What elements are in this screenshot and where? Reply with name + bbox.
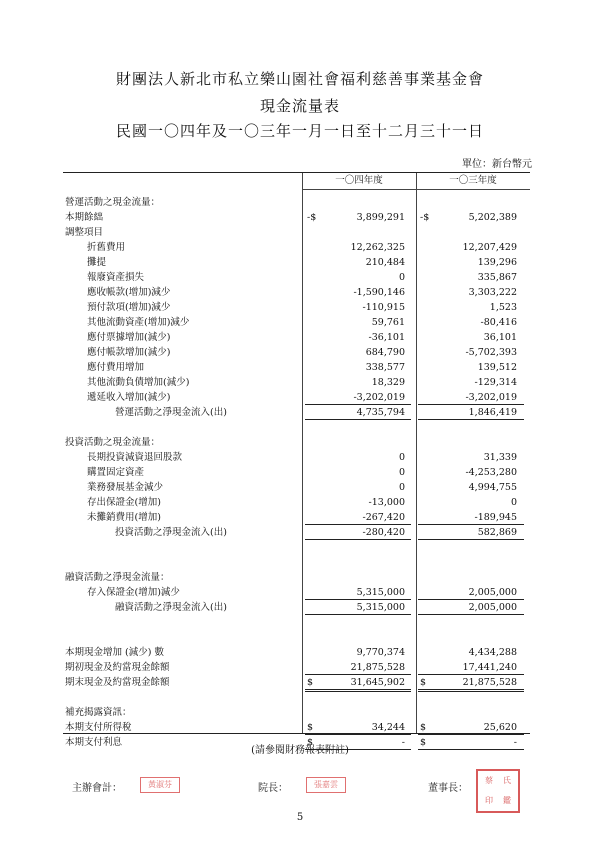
cash-flow-table <box>63 172 530 748</box>
row-label: 應收帳款(增加)減少 <box>87 287 171 298</box>
row-label: 期初現金及約當現金餘額 <box>65 662 170 673</box>
row-label: 本期現金增加 (減少) 數 <box>65 647 164 658</box>
amount-cell: 1,523 <box>489 302 517 313</box>
row-label: 營運活動之現金流量： <box>65 197 161 208</box>
underline <box>418 600 524 615</box>
currency-sign: $ <box>307 722 314 733</box>
table-row <box>63 480 530 495</box>
table-row <box>63 585 530 600</box>
accountant-stamp: 黃淑芬 <box>140 777 180 793</box>
table-row <box>63 285 530 300</box>
organization-title: 財團法人新北市私立樂山園社會福利慈善事業基金會 <box>115 70 484 88</box>
amount-cell: 338,577 <box>365 362 405 373</box>
table-row <box>63 495 530 510</box>
table-row <box>63 660 530 675</box>
table-row <box>63 240 530 255</box>
table-row <box>63 705 530 720</box>
table-row <box>63 600 530 615</box>
row-label: 本期支付所得稅 <box>65 722 132 733</box>
row-label: 其他流動資產(增加)減少 <box>87 317 190 328</box>
table-row <box>63 195 530 210</box>
row-label: 應付費用增加 <box>87 362 145 373</box>
director-stamp: 張嘉雲 <box>306 777 346 793</box>
chairman-label: 董事長： <box>428 783 468 794</box>
underline <box>418 390 524 405</box>
row-label: 期末現金及約當現金餘額 <box>65 677 170 688</box>
table-row <box>63 525 530 540</box>
row-label: 投資活動之淨現金流入(出) <box>115 527 227 538</box>
amount-cell: -189,945 <box>474 512 517 523</box>
amount-cell: 0 <box>398 272 405 283</box>
currency-sign: -$ <box>307 212 317 223</box>
amount-cell: 0 <box>398 482 405 493</box>
underline <box>305 390 411 405</box>
amount-cell: 5,315,000 <box>356 587 405 598</box>
table-row <box>63 645 530 660</box>
table-row <box>63 465 530 480</box>
underline <box>305 510 411 525</box>
amount-cell: 139,296 <box>477 257 517 268</box>
table-row <box>63 210 530 225</box>
row-label: 營運活動之淨現金流入(出) <box>115 407 227 418</box>
row-label: 遞延收入增加(減少) <box>87 392 171 403</box>
table-row <box>63 405 530 420</box>
amount-cell: 5,202,389 <box>468 212 517 223</box>
row-label: 本期支付利息 <box>65 737 123 748</box>
underline <box>418 405 524 420</box>
seal-char: 印 <box>485 796 493 805</box>
amount-cell: -80,416 <box>480 317 517 328</box>
amount-cell: 12,262,325 <box>350 242 405 253</box>
amount-cell: 4,994,755 <box>468 482 517 493</box>
amount-cell: 25,620 <box>483 722 517 733</box>
row-label: 購置固定資產 <box>87 467 145 478</box>
table-row <box>63 510 530 525</box>
row-label: 補充揭露資訊： <box>65 707 132 718</box>
amount-cell: -36,101 <box>368 332 405 343</box>
table-row <box>63 330 530 345</box>
amount-cell: 335,867 <box>477 272 517 283</box>
table-row <box>63 720 530 735</box>
amount-cell: 36,101 <box>483 332 517 343</box>
director-label: 院長： <box>258 783 288 794</box>
amount-cell: -3,202,019 <box>353 392 405 403</box>
underline <box>305 720 411 735</box>
column-header-104: 一〇四年度 <box>302 173 416 190</box>
amount-cell: 21,875,528 <box>462 677 517 688</box>
amount-cell: 684,790 <box>365 347 405 358</box>
amount-cell: 17,441,240 <box>462 662 517 673</box>
table-row <box>63 270 530 285</box>
table-row <box>63 615 530 630</box>
amount-cell: 2,005,000 <box>468 587 517 598</box>
table-row <box>63 360 530 375</box>
row-label: 業務發展基金減少 <box>87 482 164 493</box>
row-label: 融資活動之淨現金流入(出) <box>115 602 227 613</box>
underline <box>418 510 524 525</box>
underline <box>418 660 524 675</box>
amount-cell: 2,005,000 <box>468 602 517 613</box>
table-row <box>63 630 530 645</box>
table-row <box>63 540 530 555</box>
column-header-103: 一〇三年度 <box>416 173 530 190</box>
table-row <box>63 345 530 360</box>
underline <box>305 405 411 420</box>
row-label: 調整項目 <box>65 227 104 238</box>
currency-unit: 單位：新台幣元 <box>462 159 532 170</box>
currency-sign: $ <box>420 677 427 688</box>
table-row <box>63 390 530 405</box>
row-label: 預付款項(增加)減少 <box>87 302 171 313</box>
underline <box>418 585 524 600</box>
row-label: 投資活動之現金流量： <box>65 437 161 448</box>
table-row <box>63 225 530 240</box>
footnote-reference: (請參閱財務報表附註) <box>251 745 349 756</box>
seal-char: 氏 <box>503 776 511 785</box>
amount-cell: -3,202,019 <box>465 392 517 403</box>
currency-sign: $ <box>307 677 314 688</box>
currency-sign: -$ <box>420 212 430 223</box>
amount-cell: 34,244 <box>371 722 405 733</box>
amount-cell: -129,314 <box>474 377 517 388</box>
amount-cell: 59,761 <box>371 317 405 328</box>
table-row <box>63 555 530 570</box>
amount-cell: -280,420 <box>362 527 405 538</box>
seal-char: 鑑 <box>503 796 511 805</box>
amount-cell: 18,329 <box>371 377 405 388</box>
amount-cell: 5,315,000 <box>356 602 405 613</box>
amount-cell: 0 <box>398 467 405 478</box>
row-label: 未攤銷費用(增加) <box>87 512 161 523</box>
statement-title: 現金流量表 <box>259 97 340 115</box>
amount-cell: 210,484 <box>365 257 405 268</box>
underline <box>305 525 411 540</box>
row-label: 融資活動之淨現金流量： <box>65 572 170 583</box>
row-label: 本期餘絀 <box>65 212 104 223</box>
statement-period: 民國一〇四年及一〇三年一月一日至十二月三十一日 <box>115 122 484 140</box>
amount-cell: 4,735,794 <box>356 407 405 418</box>
amount-cell: 21,875,528 <box>350 662 405 673</box>
amount-cell: -267,420 <box>362 512 405 523</box>
table-row <box>63 450 530 465</box>
amount-cell: 3,899,291 <box>356 212 405 223</box>
amount-cell: 139,512 <box>477 362 517 373</box>
row-label: 其他流動負債增加(減少) <box>87 377 190 388</box>
amount-cell: -4,253,280 <box>465 467 517 478</box>
amount-cell: - <box>513 737 517 748</box>
currency-sign: $ <box>420 722 427 733</box>
underline <box>418 720 524 735</box>
table-row <box>63 690 530 705</box>
row-label: 存出保證金(增加) <box>87 497 161 508</box>
table-row <box>63 570 530 585</box>
row-label: 長期投資減資退回股款 <box>87 452 183 463</box>
underline <box>305 600 411 615</box>
amount-cell: 0 <box>398 452 405 463</box>
accountant-label: 主辦會計： <box>72 783 122 794</box>
row-label: 存入保證金(增加)減少 <box>87 587 180 598</box>
amount-cell: 0 <box>510 497 517 508</box>
table-row <box>63 300 530 315</box>
amount-cell: 9,770,374 <box>356 647 405 658</box>
amount-cell: -13,000 <box>368 497 405 508</box>
amount-cell: 582,869 <box>477 527 517 538</box>
chairman-seal <box>476 769 520 813</box>
amount-cell: - <box>401 737 405 748</box>
seal-char: 蔡 <box>485 776 493 785</box>
table-row <box>63 675 530 690</box>
underline <box>418 525 524 540</box>
underline <box>305 660 411 675</box>
amount-cell: 1,846,419 <box>468 407 517 418</box>
row-label: 應付票據增加(減少) <box>87 332 171 343</box>
table-row <box>63 375 530 390</box>
row-label: 攤提 <box>87 257 107 268</box>
table-row <box>63 420 530 435</box>
amount-cell: 3,303,222 <box>468 287 517 298</box>
amount-cell: -5,702,393 <box>465 347 517 358</box>
row-label: 應付帳款增加(減少) <box>87 347 171 358</box>
table-row <box>63 435 530 450</box>
amount-cell: 12,207,429 <box>462 242 517 253</box>
table-row <box>63 315 530 330</box>
amount-cell: 31,339 <box>483 452 517 463</box>
amount-cell: -110,915 <box>362 302 405 313</box>
row-label: 折舊費用 <box>87 242 126 253</box>
row-label: 報廢資產損失 <box>87 272 145 283</box>
amount-cell: -1,590,146 <box>353 287 405 298</box>
currency-sign: $ <box>307 737 314 748</box>
underline <box>305 585 411 600</box>
amount-cell: 31,645,902 <box>350 677 405 688</box>
amount-cell: 4,434,288 <box>468 647 517 658</box>
page-number: 5 <box>296 812 304 823</box>
table-row <box>63 255 530 270</box>
currency-sign: $ <box>420 737 427 748</box>
